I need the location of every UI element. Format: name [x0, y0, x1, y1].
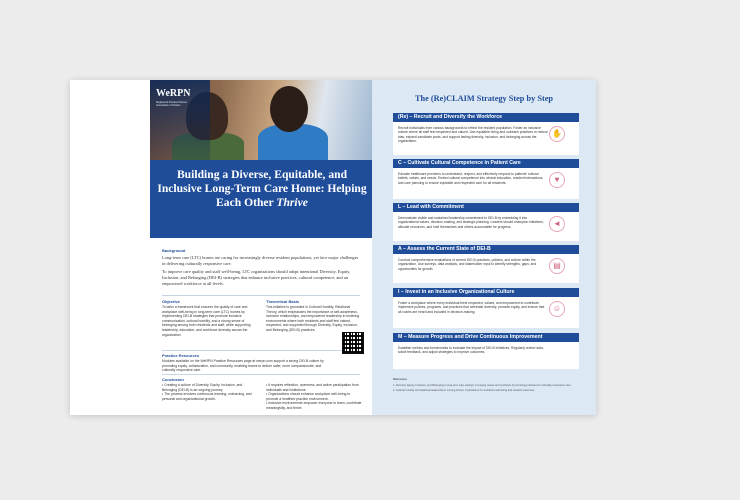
- step-body: Educate healthcare providers to understand, respect, and effectively respond to patients' cultural beliefs, values, and needs. Embed cultural competence into clinical education, resident interactions, and care planning to ensure equitable and respectful care for all residents.: [398, 172, 544, 185]
- poster-left-panel: [70, 80, 372, 415]
- step-title: I – Invest in an Inclusive Organizational Culture: [393, 288, 579, 297]
- background-paragraph-2: To improve care quality and staff well-being, LTC organizations should adopt intentional Diversity, Equity, Inclusion, and Belonging (DEI-B) strategies that enhance inclusive practices, cultural competence, and an empowered workforce at all levels.: [162, 269, 351, 286]
- strategy-step-recruit: [393, 113, 579, 155]
- chart-icon: ▤: [549, 258, 565, 274]
- conclusion-bullet-text: Organizations should enhance workplace well-being to promote a healthier practice environment.: [266, 392, 351, 401]
- reference-item: 2. Cultural humility and relational leadership in nursing homes: Implications for workforce well-being and resident outcomes.: [393, 389, 535, 392]
- conclusion-bullet-text: It requires reflection, openness, and active participation from individuals and institutions.: [266, 383, 359, 392]
- brand-overlay: [150, 80, 210, 160]
- step-title: C – Cultivate Cultural Competence in Patient Care: [393, 159, 579, 168]
- background-heading: Background: [162, 248, 186, 253]
- step-title: M – Measure Progress and Drive Continuous Improvement: [393, 333, 579, 342]
- step-title: (Re) – Recruit and Diversify the Workforce: [393, 113, 579, 122]
- references-heading: References: [393, 378, 407, 381]
- divider: [162, 374, 360, 375]
- conclusion-column-2: [266, 383, 362, 411]
- poster-title: Building a Diverse, Equitable, and Inclusive Long-Term Care Home: Helping Each Other Thrive: [157, 168, 367, 209]
- resources-heading: Practice Resources: [162, 353, 200, 358]
- step-body: Establish metrics and benchmarks to evaluate the impact of DEI-B initiatives. Regularly review data, solicit feedback, and adjust strategies to improve outcomes.: [398, 346, 544, 355]
- werpn-logo: WeRPN: [156, 88, 191, 99]
- step-title: L – Lead with Commitment: [393, 203, 579, 212]
- references: [393, 378, 579, 395]
- theory-text: This initiative is grounded in Cultural Humility, Relational Theory, which emphasizes the importance of self-awareness, inclusive relationships, and empowered leadership in fostering environments where both residents and staff feel valued, respected, and supported through Diversity, Equity, Inclusion, and Belonging (DEI-B) practices.: [266, 305, 360, 332]
- step-body: Foster a workplace where every individual feels respected, valued, and empowered to contribute. Implement policies, programs, and practices that celebrate diversity, promote equity, and ensure that all voices are heard and included in decision-making.: [398, 301, 545, 314]
- megaphone-icon: ◄: [549, 216, 565, 232]
- objective-text: To tailor a framework that ensures the quality of care and workplace well-being in long-term care (LTC) homes by implementing DEI-B strategies that promote inclusive communication, cultural humility, and a strong sense of belonging among both residents and staff, while supporting leadership, education, and workforce diversity across the organization.: [162, 305, 251, 337]
- strategy-step-invest: [393, 288, 579, 328]
- divider: [162, 295, 360, 296]
- theory-heading: Theoretical Basis: [266, 299, 300, 304]
- heart-hands-icon: ♥: [549, 172, 565, 188]
- strategy-heading: The (Re)CLAIM Strategy Step by Step: [414, 94, 554, 103]
- conclusion-bullet: • Creating a culture of Diversity, Equity, Inclusion, and Belonging (DEI-B) is an ongoing journey.: [162, 383, 243, 392]
- conclusion-bullet: • It requires reflection, openness, and active participation from individuals and institutions.: [266, 383, 359, 392]
- objective-heading: Objective: [162, 299, 181, 304]
- people-icon: ☺: [549, 301, 565, 317]
- handshake-icon: ✋: [549, 126, 565, 142]
- qr-code[interactable]: [342, 332, 364, 354]
- reference-item: 1. Diversity, Equity, Inclusion, and Belonging in long-term care settings: A scoping review and synthesis of promising practices for culturally responsive care.: [393, 383, 572, 387]
- divider: [162, 350, 360, 351]
- step-body: Conduct comprehensive evaluations of current DEI-B practices, policies, and culture within the organization. Use surveys, data analysis, and stakeholder input to identify strengths, gaps, and opportunities for growth.: [398, 258, 537, 271]
- strategy-step-lead: [393, 203, 579, 241]
- title-emphasis: Thrive: [276, 196, 308, 209]
- step-body: Demonstrate visible and sustained leadership commitment to DEI-B by embedding it into organizational values, decision-making, and strategic planning. Leaders should champion initiatives, allocate resources, and hold themselves and others accountable for progress.: [398, 216, 544, 229]
- conclusion-bullet: • Organizations should enhance workplace well-being to promote a healthier practice environment.: [266, 392, 351, 401]
- conclusion-column-1: [162, 383, 257, 401]
- strategy-step-assess: [393, 245, 579, 283]
- conclusion-bullet-text: The process involves continuous learning, unlearning, and personal and organizational growth.: [162, 392, 252, 401]
- poster: [70, 80, 596, 415]
- conclusion-bullet-text: Inclusive environments empower everyone to learn, contribute meaningfully, and thrive.: [266, 401, 362, 410]
- conclusion-bullet-text: Creating a culture of Diversity, Equity, Inclusion, and Belonging (DEI-B) is an ongoing journey.: [162, 383, 243, 392]
- background-paragraph-1: Long-term care (LTC) homes are caring for increasingly diverse resident populations, yet face major challenges in delivering culturally responsive care.: [162, 255, 359, 266]
- strategy-step-cultivate: [393, 159, 579, 199]
- logo-subtitle: Registered Practical Nurses Association of Ontario: [156, 101, 187, 108]
- step-body: Recruit individuals from various backgrounds to reflect the resident population. Foster an inclusive culture where all staff feel respected and valued. Use equitable hiring and outreach practices to reduce bias, expand candidate pools, and support lasting diversity, inclusion, and belonging across the organization.: [398, 126, 548, 144]
- step-title: A – Assess the Current State of DEI-B: [393, 245, 579, 254]
- conclusion-bullet: • Inclusive environments empower everyone to learn, contribute meaningfully, and thrive.: [266, 401, 362, 410]
- nurse-figure-head: [270, 86, 308, 132]
- conclusion-bullet: • The process involves continuous learning, unlearning, and personal and organizational growth.: [162, 392, 252, 401]
- conclusion-heading: Conclusion: [162, 377, 184, 382]
- poster-right-panel: [372, 80, 596, 415]
- resources-text: Modules available on the WeRPN Practice Resources page at werpn.com support a strong DEI-B culture by promoting equity, collaboration, and community, enabling teams to deliver safer, more compassionate, and culturally responsive care.: [162, 359, 324, 373]
- strategy-step-measure: [393, 333, 579, 369]
- title-banner: [150, 160, 372, 238]
